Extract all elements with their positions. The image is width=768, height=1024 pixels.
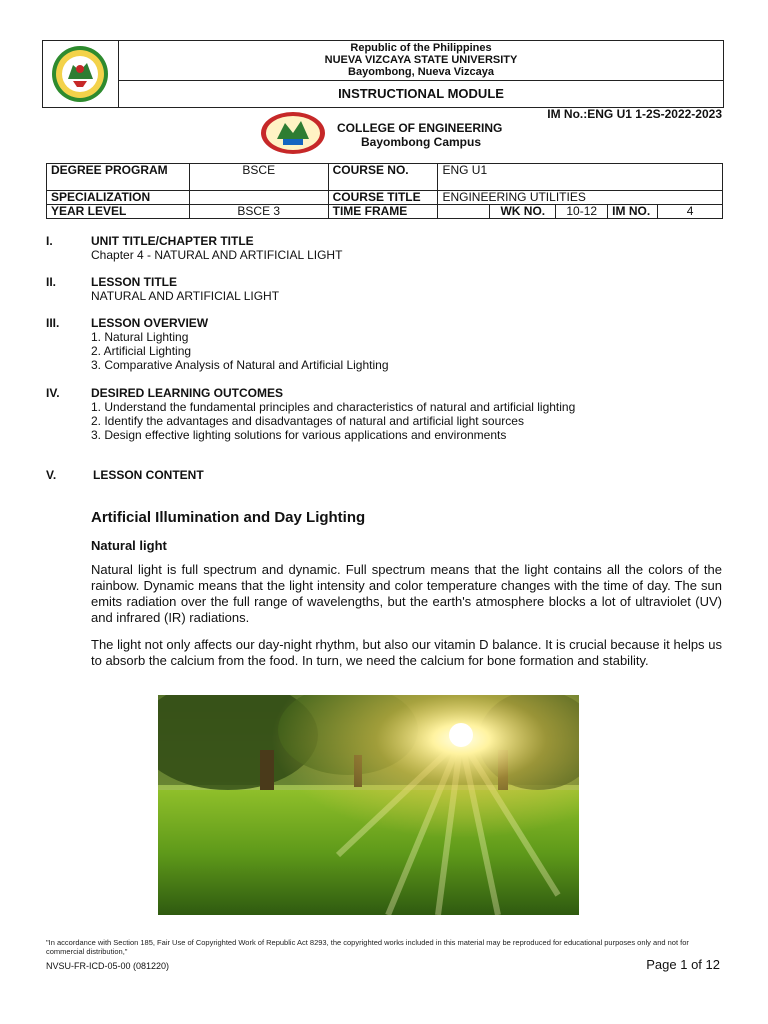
list-item: 3. Design effective lighting solutions for various applications and environments [91,428,507,442]
course-title-value: ENGINEERING UTILITIES [438,191,723,205]
university-heading [119,41,723,81]
university-location: Bayombong, Nueva Vizcaya [348,66,494,78]
list-item: 2. Identify the advantages and disadvantages of natural and artificial light sources [91,414,524,428]
section-line: NATURAL AND ARTIFICIAL LIGHT [91,289,280,303]
list-item: 2. Artificial Lighting [91,344,192,358]
module-title: INSTRUCTIONAL MODULE [338,86,504,101]
section-unit-title [91,234,342,262]
table-row [47,164,723,191]
table-row [47,205,723,219]
degree-program-label: DEGREE PROGRAM [47,164,190,191]
section-number: IV. [46,386,60,400]
time-frame-value [438,205,490,219]
section-heading: LESSON OVERVIEW [91,316,209,330]
section-heading: LESSON CONTENT [93,468,204,482]
im-no-label: IM NO. [608,205,658,219]
section-heading: LESSON TITLE [91,275,178,289]
course-no-value: ENG U1 [438,164,723,191]
section-lesson-content [93,468,204,482]
university-seal-icon [43,41,118,107]
list-item: 1. Understand the fundamental principles and characteristics of natural and artificial lighting [91,400,576,414]
list-item: 1. Natural Lighting [91,330,189,344]
document-header [42,40,724,108]
im-number: IM No.:ENG U1 1-2S-2022-2023 [547,107,722,121]
content-subheading: Natural light [91,538,167,553]
course-title-label: COURSE TITLE [328,191,438,205]
week-no-value: 10-12 [556,205,608,219]
time-frame-label: TIME FRAME [328,205,438,219]
college-name: COLLEGE OF ENGINEERING [337,121,503,135]
course-no-label: COURSE NO. [328,164,438,191]
week-no-label: WK NO. [490,205,556,219]
section-number: V. [46,468,57,482]
course-info-table [46,163,723,219]
section-heading: DESIRED LEARNING OUTCOMES [91,386,284,400]
form-number: NVSU-FR-ICD-05-00 (081220) [46,961,170,971]
paragraph: Natural light is full spectrum and dynamic. Full spectrum means that the light contains all the colors of the rainbow. Dynamic means that the light intensity and color temperature changes with the time of day. The sun emits radiation over the full range of wavelengths, but the earth's atmosphere blocks a lot of ultraviolet (UV) and infrared (IR) radiations. [91,562,722,625]
section-line: Chapter 4 - NATURAL AND ARTIFICIAL LIGHT [91,248,343,262]
section-heading: UNIT TITLE/CHAPTER TITLE [91,234,254,248]
year-level-label: YEAR LEVEL [47,205,190,219]
paragraph: The light not only affects our day-night rhythm, but also our vitamin D balance. It is crucial because it helps us to absorb the calcium from the food. In turn, we need the calcium for bone formation and stability. [91,637,722,668]
college-seal-icon [259,111,327,155]
republic-text: Republic of the Philippines [350,42,492,54]
degree-program-value: BSCE [189,164,328,191]
table-row [47,191,723,205]
im-no-value: 4 [658,205,723,219]
sunlit-forest-image [158,695,579,915]
university-logo-cell [43,41,119,107]
section-learning-outcomes [91,386,575,442]
university-name: NUEVA VIZCAYA STATE UNIVERSITY [324,54,518,66]
section-number: II. [46,275,57,289]
copyright-notice: "In accordance with Section 185, Fair Use of Copyrighted Work of Republic Act 8293, the copyrighted works included in this material may be reproduced for educational purposes only and not for commercial distribution," [46,938,689,956]
content-heading: Artificial Illumination and Day Lighting [91,509,366,526]
page-number: Page 1 of 12 [646,957,720,972]
campus-name: Bayombong Campus [361,135,482,149]
section-number: III. [46,316,60,330]
natural-light-photo [158,695,579,915]
section-number: I. [46,234,53,248]
section-lesson-title [91,275,279,303]
specialization-label: SPECIALIZATION [47,191,190,205]
year-level-value: BSCE 3 [189,205,328,219]
college-block [337,121,502,149]
section-lesson-overview [91,316,389,372]
specialization-value [189,191,328,205]
list-item: 3. Comparative Analysis of Natural and Artificial Lighting [91,358,389,372]
